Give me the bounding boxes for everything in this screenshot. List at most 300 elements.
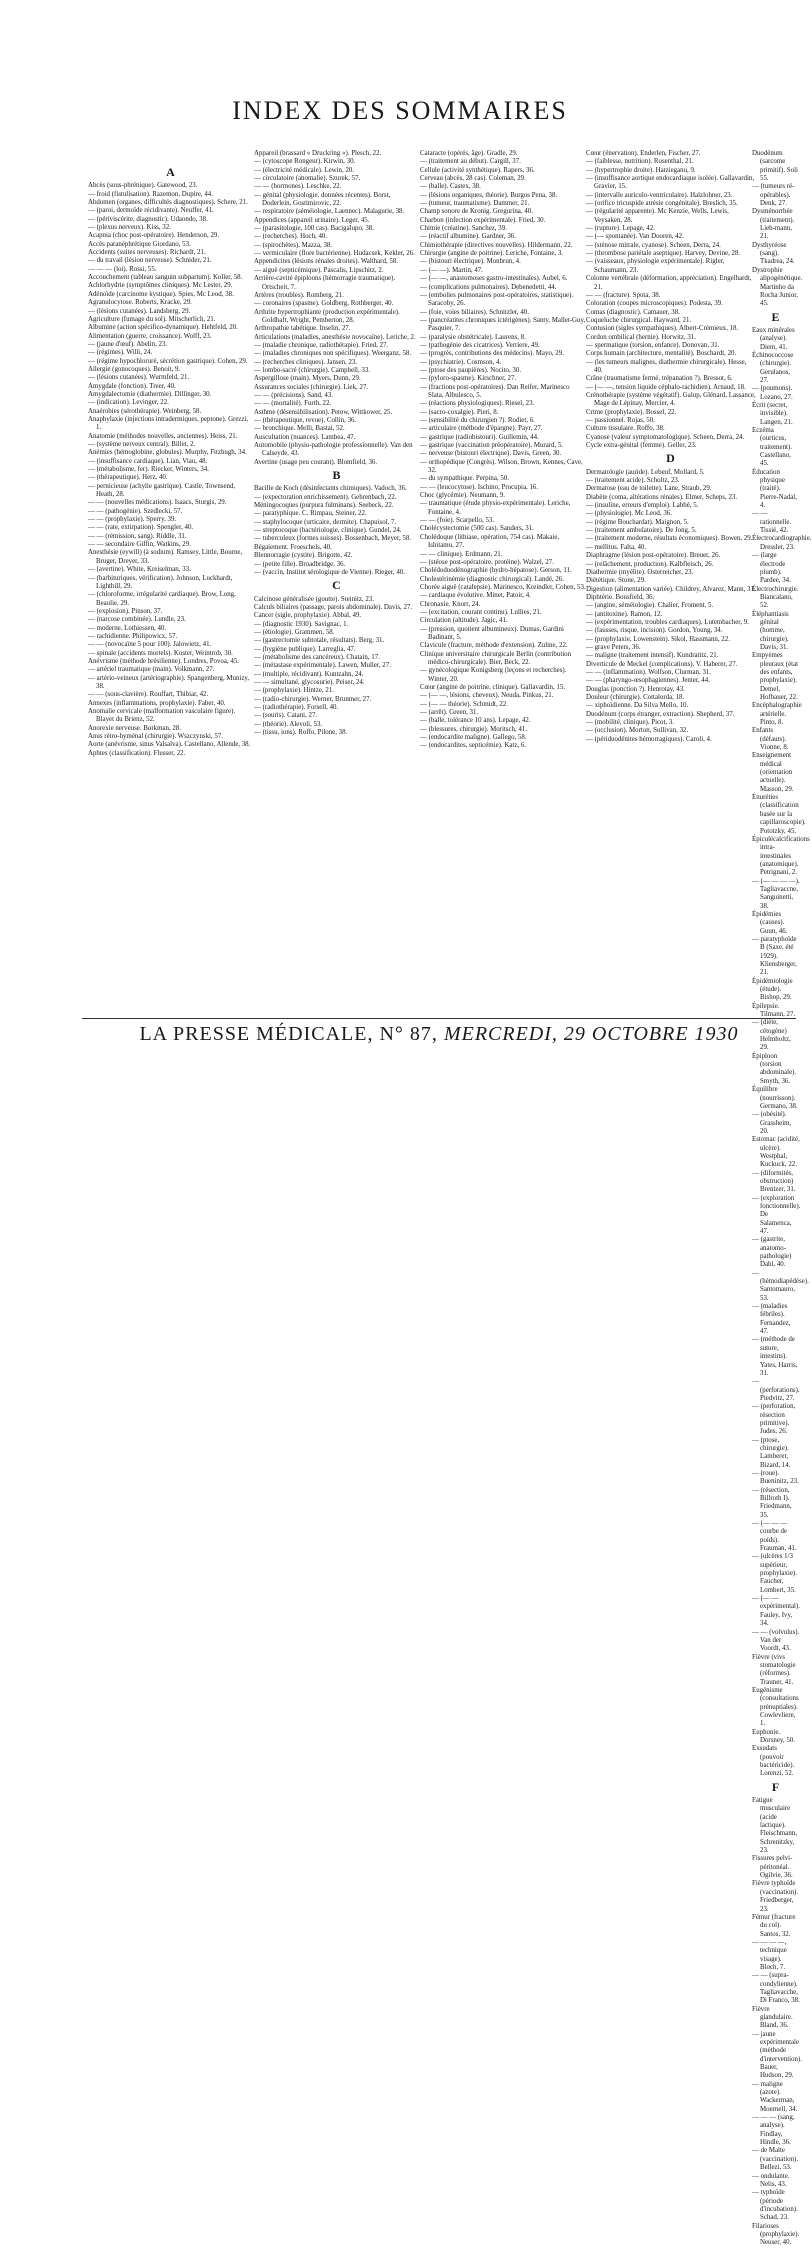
index-entry: — (barbituriques, vérification). Johnson, Luckhardt, Lighthill, 29. xyxy=(88,574,233,590)
index-entry: Épilepsie. Tilmann, 27. xyxy=(752,1002,796,1019)
index-entry: — (foie, voies biliaires). Schnitzler, 40. xyxy=(420,308,529,316)
index-entry: Adénoïde (carcinome kystique). Spies, Mc Leod, 38. xyxy=(88,290,234,298)
index-entry: Exsudats (pouvoir bactéricide). Lorenzi, 52. xyxy=(752,1745,795,1778)
index-entry: — artério-veineux (artériographie). Spangenberg, Munizy, 38. xyxy=(88,674,250,690)
index-entry: — (endocardite maligne). Gallego, 58. xyxy=(420,734,527,742)
index-entry: — (— — expérimental). Fauley, Ivy, 34. xyxy=(752,1595,800,1628)
index-entry: — (vaisseaux, physiologie expérimentale). Rigler, Schaumann, 23. xyxy=(586,258,725,274)
index-entry: — — clinique). Erdmann, 21. xyxy=(420,550,503,558)
index-entry: — (maladies fébriles). Fernandez, 47. xyxy=(752,1303,791,1336)
index-entry: Anaphylaxie (injections intradermiques, peptone). Grezzi, 1. xyxy=(88,415,249,432)
index-entry: — (métabolisme des cancéreux). Chatain, 17. xyxy=(254,653,380,661)
index-entry: Cerveau (abcès, 28 cas). Coleman, 29. xyxy=(420,175,526,183)
index-entry: Enfants (défauts). Vionne, 8. xyxy=(752,727,789,752)
index-entry: — (endocardites, septicémie). Katz, 6. xyxy=(420,742,526,750)
index-entry: — (métastase expérimentale). Lawen, Muller, 27. xyxy=(254,662,391,670)
index-entry: Clavicule (fracture, méthode d'extension). Zuline, 22. xyxy=(420,642,568,650)
index-entry: — (insuffisance cardiaque). Lian, Viau, 48. xyxy=(88,457,208,465)
index-entry: Crâne (traumatisme fermé, trépanation ?). Bressot, 6. xyxy=(586,375,733,383)
index-entry: Amygdale (fonction). Treer, 40. xyxy=(88,382,176,390)
index-entry: Équilibre (nourrisson). Germano, 38. xyxy=(752,1086,798,1110)
index-entry: Cellule (activité synthétique). Rapers, 36. xyxy=(420,166,535,174)
index-entry: — (antitoxine). Ramon, 12. xyxy=(586,610,663,618)
index-entry: Assurances sociales (chirurgie). Liek, 27. xyxy=(254,383,369,391)
index-entry: — — (novocaïne 5 pour 100). Jalowietz, 41. xyxy=(88,641,212,649)
section-letter: E xyxy=(771,309,781,324)
index-entry: Fièvre (vivs stomatologie (réformes). Trauner, 41. xyxy=(752,1653,796,1686)
index-entry: — — rationnelle. Tissié, 42. xyxy=(752,510,792,535)
index-entry: — (— — — —). Tagliavaccne, Sanguinetti, 38. xyxy=(752,877,800,910)
index-entry: Arrière-cavité épiploons (hémorragie traumatique). Ortscheit, 7. xyxy=(254,275,396,291)
index-entry: Achlorhydrie (symptômes cliniques). Mc Lester, 29. xyxy=(88,282,233,290)
index-entry: Aphtes (classification). Flusser, 22. xyxy=(88,749,186,757)
index-entry: Choc (glycémie). Neumann, 9. xyxy=(420,492,505,500)
index-entry: Épiculécalcifications intra-intestinales (anatomique). Petrignani, 2. xyxy=(752,835,810,877)
index-entry: Duodénum (corps étranger, extraction). Shepherd, 37. xyxy=(586,710,735,718)
index-entry: — (narcose combinée). Lundle, 23. xyxy=(88,616,186,624)
index-entry: Comas (diagnostic). Camauer, 38. xyxy=(586,308,680,316)
index-entry: Échinococcose (chirurgie). Gerulanos, 27. xyxy=(752,351,794,384)
index-entry: — (gastrectomie subtotale, résultats). Berg, 31. xyxy=(254,637,385,645)
index-entry: — (hygiène publique). Larreglia, 47. xyxy=(254,645,356,653)
index-entry: — (cytoscope Rongeur). Kirwin, 30. xyxy=(254,158,356,166)
index-entry: — (radiothérapie). Forsell, 40. xyxy=(254,704,339,711)
index-entry: — (paroi, dermoïde récidivante). Neuffer, 41. xyxy=(88,207,214,215)
index-entry: — (— —, anastomoses gastro-intestinales). Aubel, 6. xyxy=(420,275,568,283)
index-entry: Chimie (créatine). Sanchez, 39. xyxy=(420,225,507,233)
index-entry: — — (inflammation). Wolfson, Clurman, 31. xyxy=(586,668,712,676)
index-entry: Cœur (énervation). Enderlen, Fischer, 27. xyxy=(586,150,701,157)
index-entry: — coronaires (spasme). Goldberg, Rothberger, 40. xyxy=(254,300,394,308)
index-entry: Chorée aiguë (catalepsie). Marinesco, Kreindler, Cohen, 53. xyxy=(420,583,586,591)
index-entry: — (multiple, récidivant). Kuntzahn, 24. xyxy=(254,670,364,678)
index-entry: Anévrisme (méthode brésilienne). Londres, Povoa, 45. xyxy=(88,657,239,665)
index-entry: — (tumeurs ré-opérables). Denk, 27. xyxy=(752,183,795,208)
index-entry: Crénothérapie (système végétatif). Galup, Glénard, Lassance, Mage de Lépinay, Mercier, 4. xyxy=(586,391,756,408)
index-entry: Épidémiologie (étude). Bishop, 29. xyxy=(752,977,793,1002)
index-entry: — — — (loi). Rossi, 55. xyxy=(88,265,157,273)
index-column-3 xyxy=(420,150,586,1000)
index-entry: — (— — théorie). Schmidt, 22. xyxy=(420,700,509,708)
index-entry: Coqueluche chirurgical. Hayward, 21. xyxy=(586,316,692,324)
index-entry: — (thérapeutique). Herz, 40. xyxy=(88,474,168,482)
index-entry: — (— — — courbe de poids). Frauman, 41. xyxy=(752,1520,797,1553)
index-entry: — — (prophylaxie). Sperry, 39. xyxy=(88,516,177,524)
section-letter: B xyxy=(332,468,342,483)
index-entry: Abcès (sous-phrénique). Gatewood, 23. xyxy=(88,182,198,190)
index-entry: — — (précisions). Sand, 43. xyxy=(254,391,334,399)
index-entry: — — — (sang, analyse). Findlay, Hindle, 36. xyxy=(752,2114,795,2147)
index-entry: Cordon ombilical (hernie). Horwitz, 31. xyxy=(586,333,697,341)
footer xyxy=(82,1023,796,1046)
index-entry: — (sacro-coxalgie). Pieri, 8. xyxy=(420,408,499,416)
index-entry: — — (pharyngo-œsophagiennes). Jenter, 44. xyxy=(586,677,710,685)
index-entry: — jaune expérimentale (méthode d'intervention). Bauer, Hudson, 29. xyxy=(752,2030,802,2080)
index-entry: — (diagnostic 1930). Savignac, 1. xyxy=(254,620,349,628)
index-entry: — — (rate, extirpation). Spengler, 40. xyxy=(88,524,194,532)
index-entry: Coloration (coupes microscopiques). Podesta, 39. xyxy=(586,300,723,308)
index-entry: — (système nerveux central). Billet, 2. xyxy=(88,441,196,448)
index-entry: Enseignement médical (orientation actuelle). Masson, 29. xyxy=(752,752,794,793)
index-entry: — (— —, lésions, cheveux). Neuda, Pinkus, 21. xyxy=(420,692,554,700)
index-entry: — passionnel. Rojas, 50. xyxy=(586,417,655,424)
index-entry: — (perforations). Piedvitz, 27. xyxy=(752,1378,800,1402)
index-entry: — circulatoire (anomalie). Szurek, 57. xyxy=(254,175,361,183)
index-entry: — (— —). Martin, 47. xyxy=(420,266,483,274)
index-entry: Encéphalographie artérielle. Pinto, 8. xyxy=(752,702,802,727)
index-entry: Euphonie. Dorsney, 50. xyxy=(752,1728,795,1744)
index-entry: — — (sous-clavière). Rouffart, Thibiar, 42. xyxy=(88,691,209,699)
index-entry: — (régime hypochloruré, sécrétion gastrique). Cohen, 29. xyxy=(88,357,248,365)
index-entry: — (— —, tension liquide céphalo-rachidien). Arnaud, 18. xyxy=(586,383,746,391)
index-entry: Cholestérinémie (diagnostic chirurgical). Landé, 26. xyxy=(420,575,564,583)
index-entry: Aspergillose (main). Myers, Dunn, 29. xyxy=(254,375,361,383)
index-entry: — du sympathique. Perpina, 50. xyxy=(420,475,509,483)
index-entry: — (maladie chronique, radiothérapie). Fried, 27. xyxy=(254,341,389,349)
index-entry: Charbon (infection expérimentale). Fried, 30. xyxy=(420,216,546,224)
index-entry: Circulation (altitude). Jagic, 41. xyxy=(420,617,508,625)
index-entry: Chimiothérapie (directives nouvelles). Hildermann, 22. xyxy=(420,241,573,249)
index-entry: Cholédoque (lithiase, opération, 754 cas). Makaie, Ishitamu, 27. xyxy=(420,533,560,550)
index-entry: — (roue). Bueninitz, 23. xyxy=(752,1469,799,1486)
index-entry: — (poumons). Lozano, 27. xyxy=(752,385,793,401)
index-entry: Aorte (anévrisme, sinus Valsalva). Castellano, Allende, 38. xyxy=(88,741,251,749)
index-entry: — (balle, tolérance 10 ans). Lepage, 42. xyxy=(420,717,531,725)
index-entry: — (ulcères 1/3 supérieur, prophylaxie). Faucher, Lombert, 35. xyxy=(752,1553,797,1594)
index-entry: Cyanose (valeur symptomatologique). Scheen, Derra, 24. xyxy=(586,433,745,441)
index-entry: — — (foie). Scarpello, 53. xyxy=(420,517,495,525)
index-entry: Asthme (désensibilisation). Petow, Wittkower, 25. xyxy=(254,408,393,416)
index-entry: Douglas (ponction ?). Henrotay, 43. xyxy=(586,685,685,693)
index-entry: — (traitement acide). Scholtz, 23. xyxy=(586,477,680,485)
index-entry: Digestion (alimentation variée). Childrey, Alvarez, Mann, 31. xyxy=(586,585,756,593)
index-entry: Automobile (physio-pathologie professionnelle). Van den Calseyde, 43. xyxy=(254,442,413,458)
index-entry: Diverticule de Meckel (complications). V. Haberer, 27. xyxy=(586,660,738,668)
index-entry: — (métabolisme, fer). Riecker, Winters, 34. xyxy=(88,466,210,474)
index-entry: Éléphantiasis génital (homme, chirurgie). Davis, 31. xyxy=(752,610,789,651)
index-entry: — (— spontanée). Van Dooren, 42. xyxy=(586,233,684,241)
index-column-5 xyxy=(752,150,812,2247)
index-entry: — (réactif albumine). Gardner, 36. xyxy=(420,233,516,241)
index-entry: — (périduodénites hémorragiques). Caroli, 4. xyxy=(586,735,712,743)
index-entry: — gynécologique Konigsberg (leçons et recherches). Winter, 20. xyxy=(420,667,567,683)
index-entry: — (embolies pulmonaires post-opératoires, statistique). Saracoby, 26. xyxy=(420,291,574,308)
index-entry: — (pancréatites chroniques ictérigènes). Santy, Mallet-Guy, Pasquier, 7. xyxy=(420,316,586,333)
index-entry: — (lésions cutanées). Landsberg, 29. xyxy=(88,307,191,315)
index-entry: — (souris). Catani, 27. xyxy=(254,712,318,720)
index-entry: — — (fracture). Spota, 38. xyxy=(586,291,661,299)
index-entry: Auscultation (nuances). Lambea, 47. xyxy=(254,433,356,441)
index-entry: Artères (troubles). Romberg, 21. xyxy=(254,291,344,299)
index-entry: — (expectoration enrichissement). Gehrenbach, 22. xyxy=(254,493,397,501)
index-entry: Fissures pelvi-péritonéal. Ogilvie, 36. xyxy=(752,1855,793,1880)
index-entry: — génital (physiologie, données récentes). Borst, Doderlein, Gostimirovic, 22. xyxy=(254,191,391,208)
index-entry: — (diformités, obstruction) Brenizer, 31. xyxy=(752,1169,796,1194)
index-entry: — (bistouri électrique). Monbrun, 4. xyxy=(420,258,521,266)
index-entry: — (traitement moderne, résultats économiques). Bowen, 29. xyxy=(586,535,753,543)
index-entry: — (thrombose pariétale aseptique). Harvey, Devine, 28. xyxy=(586,250,741,258)
index-entry: Alimentation (guerre, croissance). Wolff, 23. xyxy=(88,332,212,340)
index-entry: — lombo-sacré (chirurgie). Campbell, 33. xyxy=(254,366,371,374)
index-entry: — maligne (azote). Wackerman, Moernell, 34. xyxy=(752,2080,798,2113)
index-entry: Douleur (chirurgie). Cottalorda, 18. xyxy=(586,694,685,701)
index-entry: Épidémies (causes). Guun, 46. xyxy=(752,910,788,935)
index-entry: — bronchique. Melli, Bastai, 52. xyxy=(254,425,345,433)
index-entry: — (traitement au début). Cargill, 37. xyxy=(420,158,521,166)
index-entry: — (fausses, risque, incision). Gordon, Young, 34. xyxy=(586,627,723,635)
index-entry: — articulaire (méthode d'épargne). Payr, 27. xyxy=(420,425,543,433)
index-entry: — (tumeur, traumatisme). Dammer, 21. xyxy=(420,200,530,208)
index-entry: Accès paranéphrétique Giordano, 53. xyxy=(88,240,191,248)
index-entry: — (fractions post-opératoires). Dan Reifer, Marinesco Slata, Albulesco, 5. xyxy=(420,383,570,399)
index-entry: Calcinose généralisée (goutte). Steinitz, 23. xyxy=(254,595,374,603)
index-entry: — (ptose, chirurgie). Lamberet, Bizard, 14. xyxy=(752,1436,791,1469)
index-entry: — (arrêt). Green, 31. xyxy=(420,709,479,717)
index-entry: Agranulocytose. Roberts, Kracke, 29. xyxy=(88,299,192,307)
index-entry: — — (leucocytose). Ischino, Procupia, 16. xyxy=(420,483,539,491)
page-title: INDEX DES SOMMAIRES xyxy=(232,96,568,125)
index-entry: — paratyphoïde B (Saxe, été 1929). Kliensberger, 21. xyxy=(752,935,797,977)
index-entry: Appareil (brassard « Druckring »). Plesch, 22. xyxy=(254,150,382,157)
index-entry: — (recherches). Hoch, 40. xyxy=(254,233,328,241)
index-entry: Albumine (action spécifico-dynamique). Hehtfeld, 20. xyxy=(88,324,238,332)
index-entry: Écrit (secret, invisible). Langen, 21. xyxy=(752,401,793,426)
section-letter: D xyxy=(666,451,676,466)
index-entry: — (avertine). White, Kreiselman, 33. xyxy=(88,566,191,574)
index-entry: Annexes (inflammations, prophylaxie). Faber, 40. xyxy=(88,699,226,707)
index-entry: — froid (fistulisation). Razemon, Dupire, 44. xyxy=(88,190,213,198)
index-entry: Eczéma (ourticus, traitement). Castellano, 45. xyxy=(752,427,792,468)
index-entry: Avertine (usage peu courant). Blomfield, 36. xyxy=(254,458,378,466)
index-entry: — respiratoire (séméiologie, Laennec). Malagurie, 38. xyxy=(254,208,405,216)
index-entry: Eaux minérales (analyse). Diem, 41. xyxy=(752,326,795,351)
index-entry: — (parasitologie, 100 cas). Bacigalupo, 38. xyxy=(254,225,374,233)
index-entry: Anomalie cervicale (malformation vasculaire figure). Blayet du Brienz, 52. xyxy=(88,708,236,724)
index-entry: — moderne. Lothiessen, 40. xyxy=(88,624,167,632)
index-entry: — — (pathogénie). Szedlecki, 57. xyxy=(88,507,183,515)
index-entry: — (régimes). Willi, 24. xyxy=(88,349,153,357)
index-entry: — (réactions physiologiques). Riesel, 23. xyxy=(420,400,535,408)
index-entry: — (mobilité, clinique). Picot, 3. xyxy=(586,719,675,727)
index-entry: — — (hormones). Leschke, 22. xyxy=(254,183,342,191)
index-entry: — (hypertrophie droite). Hatzieganu, 9. xyxy=(586,166,696,174)
index-entry: — spermatique (torsion, enfance). Donovan, 31. xyxy=(586,341,720,349)
index-entry: — (thérapeutique, revue). Collin, 36. xyxy=(254,417,357,424)
index-entry: — (stéose post-opératoire, protéine). Walzel, 27. xyxy=(420,558,554,566)
index-entry: — (rupture). Lepage, 42. xyxy=(586,225,655,233)
index-entry: Empyèmes pleuraux (état des enfants, prophylaxie). Demel, Hofbauer, 22. xyxy=(752,652,799,701)
index-column-1 xyxy=(88,164,254,1014)
index-entry: Culture tissulaire. Roffo, 38. xyxy=(586,425,665,433)
index-entry: Appendices (appareil urinaire). Leger, 45. xyxy=(254,216,370,224)
index-entry: — — (supra-condylienne). Tagliavacche, Di Franco, 38. xyxy=(752,1972,800,2005)
index-entry: — (tissu, ions). Roffo, Pilone, 38. xyxy=(254,729,348,737)
index-entry: — (prophylaxie). Hintze, 21. xyxy=(254,687,334,695)
index-entry: Chronaxie. Knorr, 24. xyxy=(420,600,481,608)
index-entry: — (diète, cétogène) Helmholtz, 29. xyxy=(752,1019,791,1052)
index-entry: Anatomie (méthodes nouvelles, anciennes). Heiss, 21. xyxy=(88,432,238,440)
index-entry: — xiphoïdienne. Da Silva Mello, 10. xyxy=(586,702,689,710)
index-entry: — (occlusion). Morton, Sullivan, 32. xyxy=(586,727,689,735)
index-entry: Diphtérie. Bousfield, 36. xyxy=(586,593,655,601)
index-entry: — ondulante. Nelis, 43. xyxy=(752,2172,790,2188)
index-entry: — (radio-chirurgie). Werner, Brunmer, 27. xyxy=(254,695,372,703)
index-entry: — (insuline, erreurs d'emploi). Labbé, 5. xyxy=(586,502,699,510)
index-entry: — (sténose mitrale, cyanose). Scheen, Derra, 24. xyxy=(586,241,721,249)
index-entry: — — (nouvelles médications). Isaacs, Sturgis, 29. xyxy=(88,499,227,507)
index-entry: Dysthyréose (sang). Tkadrea, 24. xyxy=(752,241,795,266)
index-entry: Cholédoduodénographie (hydro-hépatose). Gerson, 11. xyxy=(420,567,572,575)
index-entry: Méningocoques (purpura fulminans). Seebeck, 22. xyxy=(254,502,394,510)
footer-number: N° 87, xyxy=(379,1023,438,1045)
index-entry: Énuréties (classification basée sur la capillaroscopie). Pototzky, 45. xyxy=(752,794,806,835)
index-entry: Éducation physique (traité). Pierre-Nadal, 4. xyxy=(752,468,797,510)
index-entry: Dermatologie (auride). Lebeuf, Mollard, 5. xyxy=(586,468,705,476)
index-entry: Clinique universitaire chirurgicale Berlin (contribution médico-chirurgicale). Bier, Beck, 22. xyxy=(420,650,572,666)
index-entry: — (complications pulmonaires). Debenedetti, 44. xyxy=(420,283,557,291)
index-entry: — — (mortalité). Furth, 22. xyxy=(254,400,332,408)
index-entry: Chirurgie (angine de poitrine). Leriche, Fontaine, 3. xyxy=(420,250,564,258)
index-entry: — orthopédique (Congrès). Wilson, Brown, Kennes, Cave, 32. xyxy=(420,458,583,475)
index-entry: — (gastrite, anatomo-pathologie) Dahl, 40. xyxy=(752,1236,792,1269)
index-entry: Calculs biliaires (passage, parois abdominale). Davis, 27. xyxy=(254,603,413,611)
index-entry: Cholécystectomie (500 cas). Sanders, 31. xyxy=(420,525,534,533)
index-entry: — gastrique (vaccination préopératoire). Murard, 5. xyxy=(420,442,564,450)
index-entry: — (lésions organiques, théorie). Burgos Pena, 38. xyxy=(420,191,558,199)
index-entry: — (paralysie obstétricale). Laurens, 8. xyxy=(420,333,526,341)
index-entry: Cancer (sigle, prophylaxie). Abbal, 49. xyxy=(254,612,362,620)
index-entry: — (régularité apparente). Mc Kenzie, Wells, Lewis, Veysaken, 28. xyxy=(586,208,729,224)
index-entry: — (excitation, courant continu). Lullies, 21. xyxy=(420,608,542,616)
section-letter: F xyxy=(771,1779,781,1794)
index-entry: Cataracte (opérés, âge). Gradle, 29. xyxy=(420,150,518,157)
index-entry: Cœur (angine de poitrine, clinique). Gallavardin, 15. xyxy=(420,684,566,691)
index-entry: — (théorie). Alevoli, 53. xyxy=(254,720,323,728)
index-entry: — (angine, séméiologie). Chalier, Froment, 5. xyxy=(586,602,714,610)
index-entry: Cycle extra-génital (femme). Geller, 23. xyxy=(586,442,697,450)
index-entry: — tuberculeux (formes suisses). Bossenbach, Meyer, 58. xyxy=(254,535,412,543)
index-entry: Filarioses (prophylaxie). Neuser, 40. xyxy=(752,2222,800,2247)
index-entry: — maligne (traitement intensif). Kundratitz, 21. xyxy=(586,652,719,660)
index-entry: Arthrite hypertrophiante (production expérimentale). Goldhaft, Wright, Pemberton, 28. xyxy=(254,308,400,324)
index-entry: — — — —, technique visage). Bloch, 7. xyxy=(752,1938,787,1971)
index-entry: — vermiculaire (flore bactérienne). Hudacsek, Kekler, 26. xyxy=(254,250,415,258)
index-entry: Bacille de Koch (désinfectants chimiques). Vadoch, 36. xyxy=(254,485,407,493)
index-entry: — (traitement ambulatoire). De Jong, 5. xyxy=(586,527,697,535)
index-entry: Corps humain (architecture, mentalité). Boschardt, 20. xyxy=(586,350,737,358)
index-entry: — (blessures, chirurgie). Moritsch, 41. xyxy=(420,725,528,733)
index-entry: — (prophylaxie, Lowenstein). Sikol, Hassmann, 22. xyxy=(586,635,730,643)
index-entry: Arthropathie tabétique. Inselin, 27. xyxy=(254,325,351,333)
index-entry: — (sensibilité du chirurgien ?). Rodiet, 6. xyxy=(420,417,535,424)
index-entry: — — simultané, glycosurie). Peiser, 24. xyxy=(254,678,365,686)
section-letter: C xyxy=(332,578,342,593)
index-entry: — (lésions cutanées). Wurmfeld, 21. xyxy=(88,374,190,382)
footer-journal: LA PRESSE MÉDICALE, xyxy=(139,1023,374,1045)
index-entry: — (large électrode plumb). Pardee, 34. xyxy=(752,552,791,585)
index-entry: Électrocardiographie. Dressler, 23. xyxy=(752,535,812,551)
index-entry: — (progrès, contributions des médecins). Mayo, 29. xyxy=(420,350,564,358)
section-letter: A xyxy=(166,165,176,179)
index-entry: — streptocoque (bactériologie, clinique). Gundel, 24. xyxy=(254,527,402,535)
index-entry: — rachidienne. Philipowicz, 57. xyxy=(88,632,178,640)
index-entry: Anémies (hémoglobine, globules). Murphy, Fitzhugh, 34. xyxy=(88,449,247,457)
index-entry: Diabète (coma, altérations rénales). Elmer, Scheps, 23. xyxy=(586,493,738,501)
index-entry: — (méthode de suture, intestins). Yates, Harris, 31. xyxy=(752,1336,798,1377)
index-entry: — (pression, quotient albumineux). Dumas, Gardini Badinant, 5. xyxy=(420,625,564,641)
index-entry: — (exploration fonctionnelle). De Salamenca, 47. xyxy=(752,1194,801,1235)
index-entry: — staphylocoque (urticaire, dermite). Chapuisol, 7. xyxy=(254,518,397,526)
index-entry: — (vaccin, Institut sérologique de Vienne). Rieger, 40. xyxy=(254,568,405,576)
index-entry: Allergie (gonocoques). Benoit, 9. xyxy=(88,365,181,373)
index-entry: Champ sonore de Kronig. Gregurina, 40. xyxy=(420,208,533,216)
index-entry: Dermatose (eau de toilette). Lane, Straub, 29. xyxy=(586,485,712,493)
index-entry: — grave Peters, 36. xyxy=(586,643,641,651)
index-entry: — (chloroforme, irrégularité cardiaque). Brow, Long, Beaulie, 29. xyxy=(88,591,236,607)
index-entry: Diaphragme (lésion post-opératoire). Breuer, 26. xyxy=(586,552,721,560)
index-entry: — spinale (accidents mortels). Koster, Weintrob, 30. xyxy=(88,649,233,657)
index-entry: — (perforation, résection primitive). Judes, 26. xyxy=(752,1403,796,1436)
index-entry: Fièvre typhoïde (vaccination). Friedberger, 23. xyxy=(752,1880,799,1913)
index-entry: Anorexie nerveuse. Borkman, 28. xyxy=(88,724,181,732)
index-entry: — (périviscérite, diagnostic). Udaondo, 38. xyxy=(88,215,208,223)
index-entry: Accidents (suites nerveuses). Richardt, 21. xyxy=(88,249,206,257)
index-entry: — — secondaire Giffin, Watkins, 29. xyxy=(88,541,191,549)
index-entry: — typhoïde (période d'incubation). Schad, 23. xyxy=(752,2189,798,2222)
index-entry: — de Malte (vaccination). Bellezi, 53. xyxy=(752,2147,799,2172)
index-entry: — (jaune d'œuf). Abelin, 23. xyxy=(88,340,168,348)
index-entry: Eugénisme (consultations prénuptiales). Cowlevliere, 1. xyxy=(752,1686,799,1728)
footer-rule xyxy=(82,1018,796,1019)
index-entry: — mellitus. Falta, 40. xyxy=(586,543,647,551)
index-entry: — du travail (lésion nerveuse). Schnider, 21. xyxy=(88,257,212,265)
index-entry: — (régime Bouchardat). Maignon, 5. xyxy=(586,518,689,526)
index-entry: — (petite fille). Broadbridge, 36. xyxy=(254,560,346,568)
index-entry: Abdomen (organes, difficultés diagnostiques). Schere, 21. xyxy=(88,199,248,207)
index-entry: Estomac (acidité, ulcère). Westphal, Kuckuck, 22. xyxy=(752,1136,800,1169)
index-entry: Appendicites (lésions rénales droites). Walthard, 58. xyxy=(254,258,398,266)
index-entry: — (étiologie). Grammen, 58. xyxy=(254,628,335,636)
index-column-4 xyxy=(586,150,756,1000)
index-entry: — (indication). Levinger, 22. xyxy=(88,399,169,407)
index-entry: Blennorragie (cystite). Brigotte, 42. xyxy=(254,552,353,560)
index-entry: — aiguë (septicémique). Pascalis, Lipschitz, 2. xyxy=(254,266,384,274)
index-entry: — (pathogénie des cicatrices). Verriere, 49. xyxy=(420,341,540,349)
index-entry: — (pyloro-spasme). Kirschner, 27. xyxy=(420,375,517,383)
index-entry: Diététique. Stone, 29. xyxy=(586,577,646,585)
index-entry: Articulations (maladies, anesthésie novocaïne). Leriche, 2. xyxy=(254,333,416,341)
index-entry: — (plexus nerveux). Kiss, 32. xyxy=(88,224,171,232)
index-entry: Anaérobies (sérothérapie). Weinberg, 58. xyxy=(88,407,202,415)
index-entry: — (relâchement, production). Kalbfleisch, 26. xyxy=(586,560,714,568)
index-entry: Fièvre glandulaire. Bland, 36. xyxy=(752,2005,793,2030)
index-column-2 xyxy=(254,150,420,1000)
index-entry: — (explosion). Pinson, 37. xyxy=(88,607,163,615)
index-entry: — — (volvulus). Van der Voordt, 43. xyxy=(752,1628,800,1653)
index-entry: — (électricité médicale). Lewin, 20. xyxy=(254,166,355,174)
index-entry: — (expérimentation, troubles cardiaques). Lutembacher, 9. xyxy=(586,618,749,626)
index-entry: Dysménorrhée (traitement). Lieb-mann, 21. xyxy=(752,208,795,241)
index-entry: Contusion (sigles sympathiques). Albert-Crémieux, 18. xyxy=(586,325,739,333)
index-entry: — (insuffisance aortique endocardiaque isolée). Gallavardin, Gravier, 15. xyxy=(586,175,755,191)
index-entry: Crime (prophylaxie). Bossel, 22. xyxy=(586,408,677,416)
index-entry: — (hémodiapédèse). Santomauro, 53. xyxy=(752,1269,809,1302)
index-entry: Colonne vertébrale (déformation, appréciation). Engelhardt, 21. xyxy=(586,275,752,291)
index-entry: Duodénum (sarcome primitif). Soli 55. xyxy=(752,150,798,183)
index-entry: — — (rémission, sang). Riddle, 31. xyxy=(88,532,187,540)
index-entry: Anesthésie (eywill) (à sodium). Ramsey, Little, Bourne, Bruger, Dreyer, 33. xyxy=(88,549,243,565)
index-entry: — cardiaque évolutive. Minet, Patoir, 4. xyxy=(420,592,531,600)
